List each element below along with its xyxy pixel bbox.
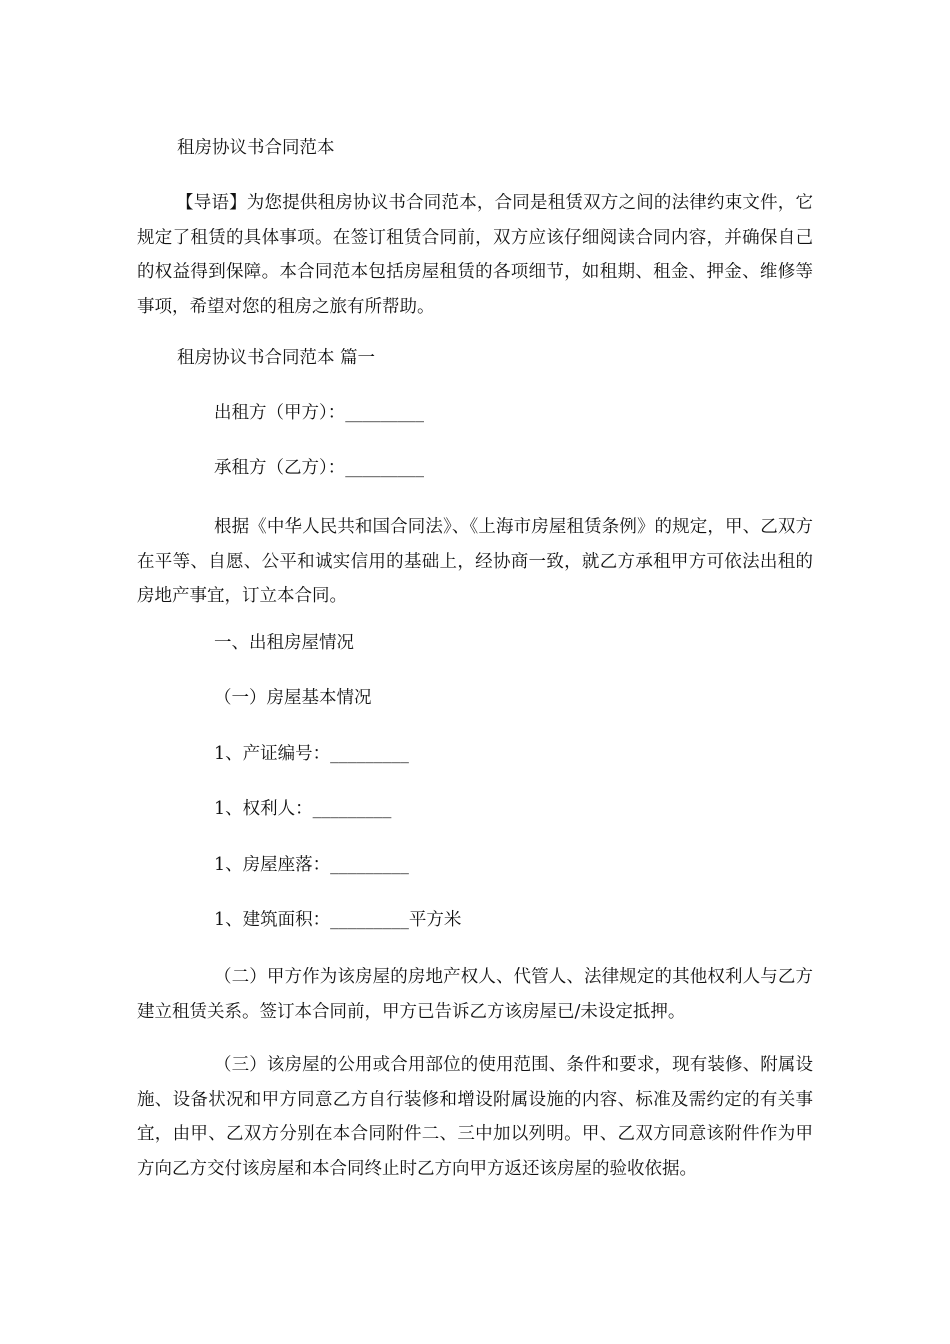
clause-2-paragraph: （二）甲方作为该房屋的房地产权人、代管人、法律规定的其他权利人与乙方建立租赁关系。签订本合同前，甲方已告诉乙方该房屋已/未设定抵押。 <box>137 967 813 1022</box>
document-title: 租房协议书合同范本 <box>177 138 335 158</box>
subheading-basic-info: （一）房屋基本情况 <box>214 688 372 708</box>
lessor-field: 出租方（甲方）：_________ <box>214 403 424 423</box>
intro-paragraph: 【导语】为您提供租房协议书合同范本，合同是租赁双方之间的法律约束文件，它规定了租赁的具体事项。在签订租赁合同前，双方应该仔细阅读合同内容，并确保自己的权益得到保障。本合同范本包括房屋租赁的各项细节，如租期、租金、押金、维修等事项，希望对您的租房之旅有所帮助。 <box>137 193 813 317</box>
item-floor-area: 1、建筑面积：_________平方米 <box>214 910 462 930</box>
section-heading-1: 一、出租房屋情况 <box>214 633 354 653</box>
lessee-field: 承租方（乙方）：_________ <box>214 458 424 478</box>
item-owner: 1、权利人：_________ <box>214 799 392 819</box>
section-title: 租房协议书合同范本 篇一 <box>177 348 376 368</box>
item-certificate-number: 1、产证编号：_________ <box>214 744 409 764</box>
item-location: 1、房屋座落：_________ <box>214 855 409 875</box>
clause-3-paragraph: （三）该房屋的公用或合用部位的使用范围、条件和要求，现有装修、附属设施、设备状况和甲方同意乙方自行装修和增设附属设施的内容、标准及需约定的有关事宜，由甲、乙双方分别在本合同附件二、三中加以列明。甲、乙双方同意该附件作为甲方向乙方交付该房屋和本合同终止时乙方向甲方返还该房屋的验收依据。 <box>137 1055 813 1179</box>
legal-basis-paragraph: 根据《中华人民共和国合同法》、《上海市房屋租赁条例》的规定，甲、乙双方在平等、自愿、公平和诚实信用的基础上，经协商一致，就乙方承租甲方可依法出租的房地产事宜，订立本合同。 <box>137 517 813 606</box>
